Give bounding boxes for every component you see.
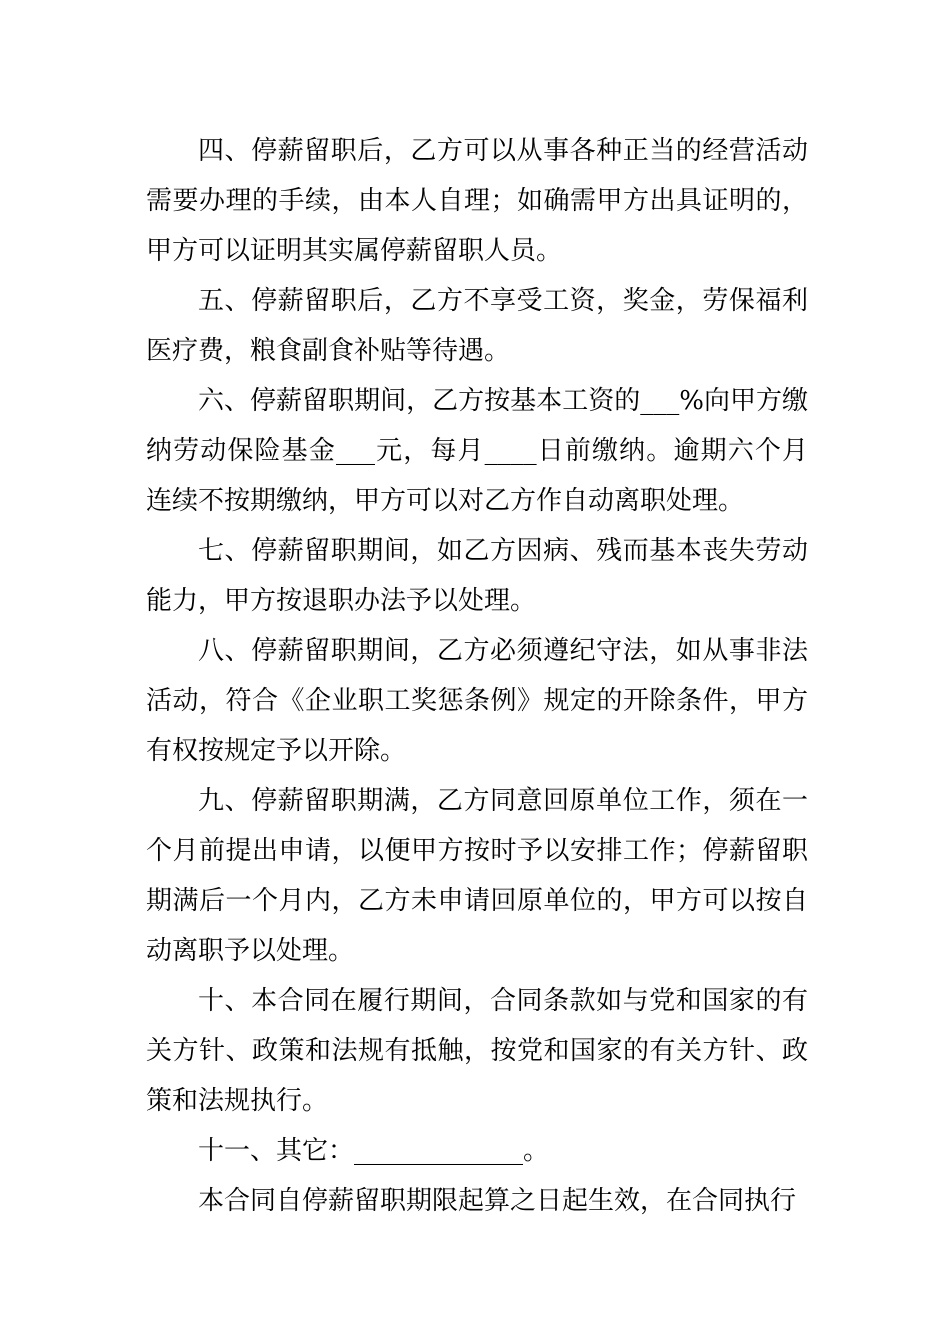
clause-4: 四、停薪留职后，乙方可以从事各种正当的经营活动需要办理的手续，由本人自理；如确需甲方出具证明的，甲方可以证明其实属停薪留职人员。 xyxy=(146,136,808,266)
document-page xyxy=(146,126,808,1226)
clause-10: 十、本合同在履行期间，合同条款如与党和国家的有关方针、政策和法规有抵触，按党和国家的有关方针、政策和法规执行。 xyxy=(146,986,808,1116)
clause-8: 八、停薪留职期间，乙方必须遵纪守法，如从事非法活动，符合《企业职工奖惩条例》规定的开除条件，甲方有权按规定予以开除。 xyxy=(146,636,808,766)
clause-6: 六、停薪留职期间，乙方按基本工资的___%向甲方缴纳劳动保险基金___元，每月____日前缴纳。逾期六个月连续不按期缴纳，甲方可以对乙方作自动离职处理。 xyxy=(146,386,808,516)
clause-11-other: 十一、其它：_____________。 xyxy=(198,1136,550,1166)
effective-clause: 本合同自停薪留职期限起算之日起生效，在合同执行 xyxy=(198,1186,797,1216)
clause-7: 七、停薪留职期间，如乙方因病、残而基本丧失劳动能力，甲方按退职办法予以处理。 xyxy=(146,536,808,616)
clause-9: 九、停薪留职期满，乙方同意回原单位工作，须在一个月前提出申请，以便甲方按时予以安排工作；停薪留职期满后一个月内，乙方未申请回原单位的，甲方可以按自动离职予以处理。 xyxy=(146,786,808,966)
clause-5: 五、停薪留职后，乙方不享受工资，奖金，劳保福利医疗费，粮食副食补贴等待遇。 xyxy=(146,286,808,366)
